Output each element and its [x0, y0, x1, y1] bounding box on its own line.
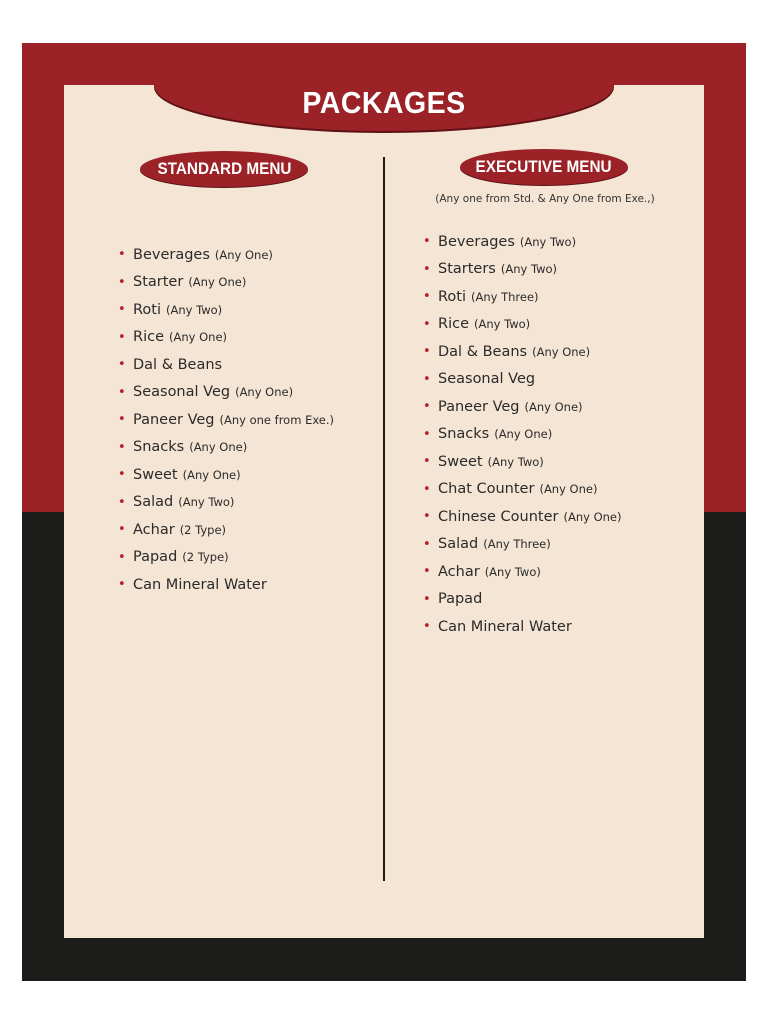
- standard-menu-list: [118, 241, 334, 599]
- standard-menu-heading-label: STANDARD MENU: [156, 159, 292, 178]
- list-item: [118, 461, 334, 489]
- bullet-icon: •: [423, 316, 431, 332]
- list-item: [423, 338, 622, 366]
- bullet-icon: •: [118, 577, 126, 593]
- item-qualifier: (Any Two): [484, 564, 541, 579]
- item-name: Beverages: [438, 233, 515, 250]
- item-qualifier: (Any One): [524, 399, 583, 414]
- item-qualifier: (Any Three): [483, 537, 551, 552]
- list-item: [423, 503, 622, 531]
- list-item: [118, 351, 334, 379]
- item-name: Snacks: [133, 439, 185, 456]
- list-item: [118, 406, 334, 434]
- item-name: Starters: [438, 261, 496, 278]
- item-name: Sweet: [438, 453, 483, 470]
- item-name: Chinese Counter: [438, 508, 559, 525]
- executive-menu-list: [423, 228, 622, 641]
- bullet-icon: •: [423, 509, 431, 525]
- bullet-icon: •: [423, 344, 431, 360]
- standard-menu-heading: [140, 151, 308, 187]
- list-item: [423, 476, 622, 504]
- item-qualifier: (Any Three): [471, 289, 539, 304]
- item-name: Achar: [133, 521, 175, 538]
- item-name: Snacks: [438, 426, 490, 443]
- bullet-icon: •: [423, 289, 431, 305]
- item-name: Paneer Veg: [438, 398, 520, 415]
- item-qualifier: (Any Two): [519, 234, 577, 249]
- title-banner: [154, 43, 614, 131]
- item-qualifier: (2 Type): [179, 522, 227, 537]
- item-qualifier: (Any One): [189, 440, 248, 455]
- item-name: Can Mineral Water: [133, 576, 267, 593]
- item-qualifier: (Any Two): [178, 495, 235, 510]
- item-qualifier: (Any One): [188, 275, 247, 290]
- item-qualifier: (Any One): [182, 467, 241, 482]
- list-item: [423, 393, 622, 421]
- bullet-icon: •: [423, 399, 431, 415]
- list-item: [423, 448, 622, 476]
- item-name: Seasonal Veg: [438, 371, 536, 388]
- executive-menu-heading: [460, 149, 628, 185]
- list-item: [423, 531, 622, 559]
- bullet-icon: •: [118, 247, 126, 263]
- item-qualifier: (Any One): [563, 509, 622, 524]
- item-name: Sweet: [133, 466, 178, 483]
- bullet-icon: •: [118, 329, 126, 345]
- bullet-icon: •: [118, 549, 126, 565]
- bullet-icon: •: [423, 619, 431, 635]
- list-item: [118, 241, 334, 269]
- bullet-icon: •: [118, 302, 126, 318]
- bullet-icon: •: [118, 494, 126, 510]
- item-name: Rice: [133, 329, 164, 346]
- bullet-icon: •: [118, 357, 126, 373]
- item-name: Paneer Veg: [133, 411, 215, 428]
- list-item: [118, 434, 334, 462]
- item-name: Starter: [133, 274, 184, 291]
- item-qualifier: (Any Two): [474, 317, 531, 332]
- bullet-icon: •: [423, 591, 431, 607]
- bullet-icon: •: [118, 467, 126, 483]
- item-qualifier: (Any Two): [487, 454, 544, 469]
- bullet-icon: •: [118, 522, 126, 538]
- item-name: Dal & Beans: [438, 343, 528, 360]
- item-qualifier: (Any One): [214, 247, 273, 262]
- item-qualifier: (Any One): [532, 344, 591, 359]
- list-item: [423, 613, 622, 641]
- item-qualifier: (Any Two): [166, 302, 223, 317]
- list-item: [423, 228, 622, 256]
- list-item: [423, 586, 622, 614]
- item-name: Roti: [438, 288, 467, 305]
- item-name: Rice: [438, 316, 469, 333]
- bullet-icon: •: [423, 261, 431, 277]
- bullet-icon: •: [423, 234, 431, 250]
- item-qualifier: (2 Type): [182, 550, 229, 565]
- list-item: [118, 269, 334, 297]
- executive-menu-note: (Any one from Std. & Any One from Exe.,): [435, 193, 655, 205]
- bullet-icon: •: [118, 274, 126, 290]
- item-qualifier: (Any One): [494, 427, 553, 442]
- list-item: [118, 489, 334, 517]
- item-name: Dal & Beans: [133, 356, 223, 373]
- item-qualifier: (Any One): [169, 330, 228, 345]
- item-name: Salad: [133, 494, 174, 511]
- list-item: [423, 283, 622, 311]
- item-name: Roti: [133, 301, 162, 318]
- list-item: [423, 311, 622, 339]
- item-name: Papad: [133, 549, 178, 566]
- bullet-icon: •: [423, 564, 431, 580]
- bullet-icon: •: [423, 426, 431, 442]
- bullet-icon: •: [423, 454, 431, 470]
- item-name: Salad: [438, 536, 479, 553]
- bullet-icon: •: [423, 481, 431, 497]
- bullet-icon: •: [118, 412, 126, 428]
- list-item: [118, 571, 334, 599]
- item-qualifier: (Any One): [539, 482, 598, 497]
- list-item: [423, 421, 622, 449]
- list-item: [118, 296, 334, 324]
- list-item: [118, 324, 334, 352]
- bullet-icon: •: [423, 536, 431, 552]
- list-item: [423, 256, 622, 284]
- item-qualifier: (Any Two): [500, 262, 558, 277]
- list-item: [118, 516, 334, 544]
- bullet-icon: •: [118, 384, 126, 400]
- executive-menu-heading-label: EXECUTIVE MENU: [475, 157, 613, 176]
- item-name: Achar: [438, 563, 480, 580]
- item-name: Chat Counter: [438, 481, 535, 498]
- item-name: Papad: [438, 591, 483, 608]
- item-name: Seasonal Veg: [133, 384, 231, 401]
- column-divider: [383, 157, 385, 881]
- page-title: PACKAGES: [302, 85, 466, 120]
- list-item: [118, 544, 334, 572]
- bullet-icon: •: [423, 371, 431, 387]
- item-qualifier: (Any One): [235, 385, 294, 400]
- list-item: [118, 379, 334, 407]
- bullet-icon: •: [118, 439, 126, 455]
- item-qualifier: (Any one from Exe.): [219, 412, 335, 427]
- list-item: [423, 366, 622, 394]
- item-name: Can Mineral Water: [438, 618, 572, 635]
- item-name: Beverages: [133, 246, 210, 263]
- list-item: [423, 558, 622, 586]
